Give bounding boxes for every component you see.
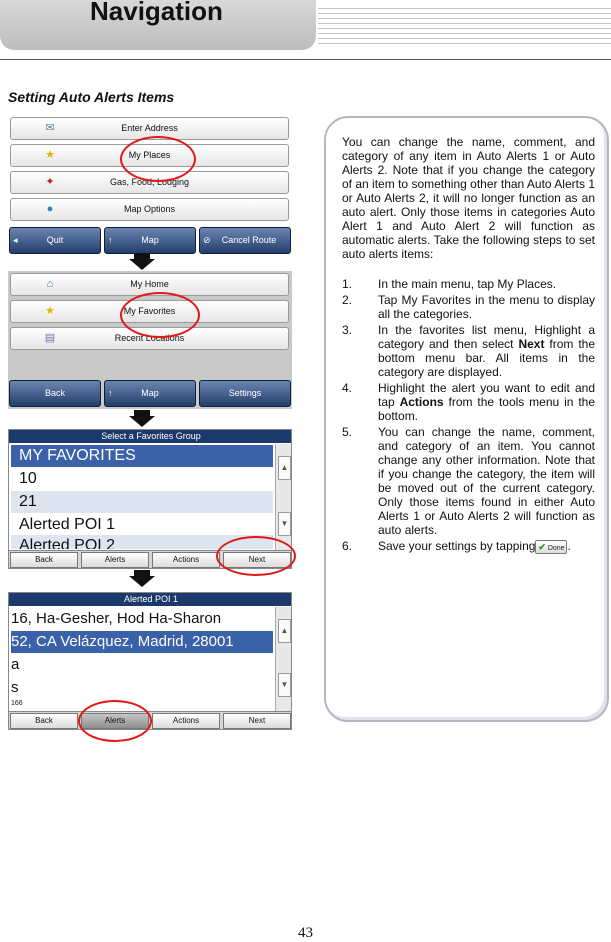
list-item[interactable]: Alerted POI 1: [19, 516, 116, 533]
screenshot-alerted-poi: [8, 592, 292, 730]
my-places-button[interactable]: ★ My Places: [10, 144, 289, 167]
next-button[interactable]: Next: [223, 713, 291, 729]
back-button[interactable]: Back: [9, 380, 101, 407]
main-menu-bottom-bar: [8, 227, 292, 254]
list-item[interactable]: s: [11, 679, 19, 696]
header-tab: [0, 0, 316, 50]
header-divider: [0, 59, 611, 60]
step-2: 2. Tap My Favorites in the menu to display all the categories.: [342, 293, 595, 321]
back-button[interactable]: Back: [10, 552, 78, 568]
actions-button[interactable]: Actions: [152, 713, 220, 729]
envelope-icon: ✉: [45, 122, 55, 134]
scroll-down-button[interactable]: ▼: [278, 673, 291, 697]
list-item[interactable]: Alerted POI 2: [11, 535, 273, 549]
scrollbar[interactable]: [275, 607, 292, 711]
list-item[interactable]: 21: [11, 491, 273, 513]
map-arrow-icon: ↑: [108, 388, 113, 398]
step-1: 1. In the main menu, tap My Places.: [342, 277, 557, 291]
star-icon: ★: [45, 305, 55, 317]
header-decoration-lines: [318, 4, 611, 46]
no-entry-icon: ⊘: [203, 235, 211, 245]
list-title: Alerted POI 1: [9, 593, 292, 606]
steps-list: [342, 277, 595, 554]
map-button[interactable]: ↑ Map: [104, 380, 196, 407]
list-item[interactable]: 10: [19, 470, 37, 487]
map-arrow-icon: ↑: [108, 235, 113, 245]
map-options-button[interactable]: ● Map Options: [10, 198, 289, 221]
scrollbar[interactable]: [275, 444, 292, 550]
list-item[interactable]: MY FAVORITES: [11, 445, 273, 467]
step-6: 6. Save your settings by tapping ✔ Done .: [342, 539, 571, 553]
pin-icon: ✦: [45, 176, 55, 188]
quit-button[interactable]: ◂ Quit: [9, 227, 101, 254]
instructions: [342, 135, 595, 556]
my-home-button[interactable]: ⌂ My Home: [10, 273, 289, 296]
page-number: 43: [298, 925, 313, 941]
globe-icon: ●: [46, 203, 54, 215]
document-icon: ▤: [44, 332, 56, 344]
back-button[interactable]: Back: [10, 713, 78, 729]
list-item[interactable]: 52, CA Velázquez, Madrid, 28001: [11, 631, 273, 653]
gas-food-lodging-button[interactable]: ✦ Gas, Food, Lodging: [10, 171, 289, 194]
star-icon: ★: [45, 149, 55, 161]
next-button[interactable]: Next: [223, 552, 291, 568]
step-3: 3. In the favorites list menu, Highlight a category and then select Next from the bottom menu bar. All items in the category are displayed.: [342, 323, 595, 379]
intro-paragraph: You can change the name, comment, and category of any item in Auto Alerts 1 or Auto Alerts 2. Note that if you change the category of an item to something other than Auto Alerts 1 or Auto Alerts 2, it will no longer function as an auto alert. Only those items in categories Auto Alert 1 and Auto Alert 2 will function as automatic alerts. Take the following steps to set auto alerts items:: [342, 135, 595, 261]
done-button-icon: ✔ Done: [535, 540, 567, 554]
scroll-up-button[interactable]: ▲: [278, 619, 291, 643]
cancel-route-button[interactable]: ⊘ Cancel Route: [199, 227, 291, 254]
highlight-circle-alerts: [78, 700, 152, 742]
home-icon: ⌂: [46, 278, 54, 290]
settings-button[interactable]: Settings: [199, 380, 291, 407]
recent-locations-button[interactable]: ▤ Recent Locations: [10, 327, 289, 350]
list-item[interactable]: a: [11, 656, 20, 673]
list-item[interactable]: 166: [11, 700, 23, 707]
highlight-circle-my-places: [120, 136, 196, 182]
scroll-down-button[interactable]: ▼: [278, 512, 291, 536]
list-item[interactable]: 16, Ha-Gesher, Hod Ha-Sharon: [11, 610, 222, 627]
map-button[interactable]: ↑ Map: [104, 227, 196, 254]
highlight-circle-next: [216, 536, 296, 576]
alerts-button[interactable]: Alerts: [81, 552, 149, 568]
actions-button[interactable]: Actions: [152, 552, 220, 568]
section-title: Setting Auto Alerts Items: [8, 89, 175, 105]
step-4: 4. Highlight the alert you want to edit and tap Actions from the tools menu in the bottom.: [342, 381, 596, 423]
my-places-bottom-bar: [8, 380, 292, 407]
back-arrow-icon: ◂: [13, 235, 18, 245]
list-title: Select a Favorites Group: [9, 430, 292, 443]
my-favorites-button[interactable]: ★ My Favorites: [10, 300, 289, 323]
scroll-up-button[interactable]: ▲: [278, 456, 291, 480]
alerts-button[interactable]: Alerts: [81, 713, 149, 729]
highlight-circle-my-favorites: [120, 292, 200, 338]
enter-address-button[interactable]: ✉ Enter Address: [10, 117, 289, 140]
page-title: Navigation: [90, 0, 223, 26]
step-5: 5. You can change the name, comment, and category of an item. You cannot change any other information. Note that if you change the category, the item will be moved out of the current category. Only those items found in either Auto Alerts 1 or Auto Alerts 2 will function as auto alerts.: [342, 425, 595, 537]
